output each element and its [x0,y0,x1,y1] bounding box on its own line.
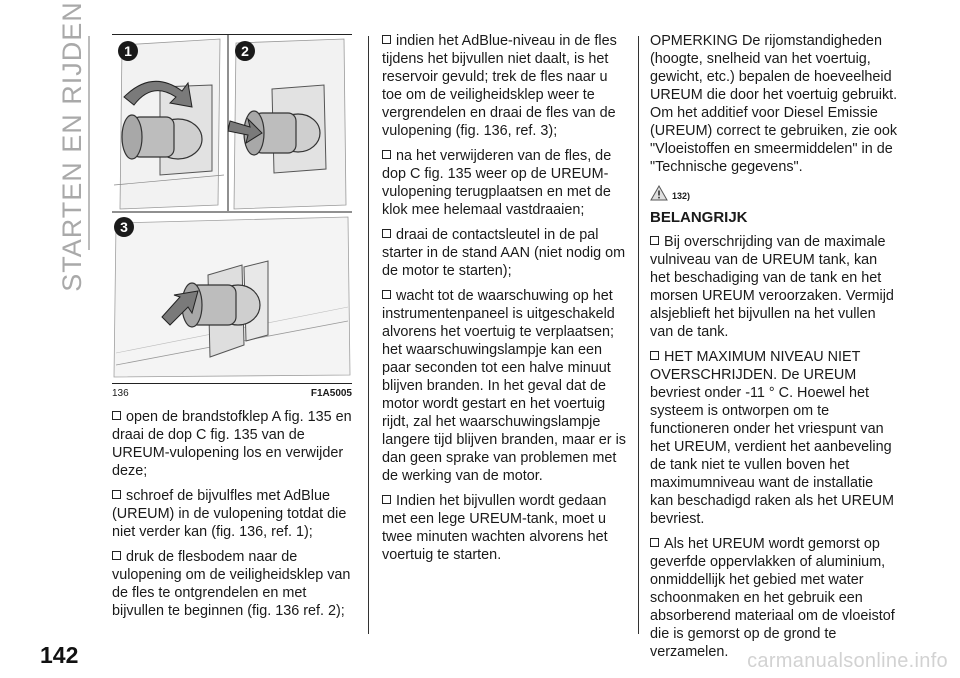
list-item: schroef de bijvulfles met AdBlue (UREUM) in de vulopening totdat die niet verder kan (fig. 136, ref. 1); [112,488,347,540]
figure-code: F1A5005 [310,388,352,399]
figure-number: 136 [112,388,129,399]
bullet-box-icon [112,411,121,420]
figure-caption [112,383,352,399]
list-item: Bij overschrijding van de maximale vulniveau van de UREUM tank, kan het beschadiging van de tank en het morsen UREUM veroorzaken. Vermijd alsjeblieft het bijvullen na het vullen van de tank. [650,234,894,340]
callout-label-3: 3 [120,219,128,235]
bullet-box-icon [650,236,659,245]
section-title-text: STARTEN EN RIJDEN [56,0,87,292]
list-item: open de brandstofklep A fig. 135 en draai de dop C fig. 135 van de UREUM-vulopening los en verwijder deze; [112,409,352,479]
bullet-box-icon [382,495,391,504]
side-title-rule [88,36,90,250]
list-item: indien het AdBlue-niveau in de fles tijdens het bijvullen niet daalt, is het reservoir gevuld; trek de fles naar u toe om de veiligheidsklep weer te vergrendelen en draai de fles van de vulopening (fig. 136, ref. 3); [382,33,617,139]
warning-ref-number: 132) [672,191,691,201]
panel-2 [228,39,346,209]
bullet-box-icon [112,490,121,499]
list-item: Als het UREUM wordt gemorst op geverfde oppervlakken of aluminium, onmiddellijk het gebied met water schoonmaken en het gebruik een absorberend materiaal om de vloeistof die is gemorst op de grond te verzamelen. [650,536,895,660]
list-item: Indien het bijvullen wordt gedaan met een lege UREUM-tank, moet u twee minuten wachten alvorens het voertuig te starten. [382,493,608,563]
bullet-box-icon [650,538,659,547]
callout-label-1: 1 [124,43,132,59]
section-heading: BELANGRIJK [650,209,748,226]
note-paragraph: OPMERKING De rijomstandigheden (hoogte, snelheid van het voertuig, gewicht, etc.) bepalen de hoeveelheid UREUM die door het voertuig gebruikt. Om het additief voor Diesel Emissie (UREUM) correct te gebruiken, zie ook "Vloeistoffen en smeermiddelen" in de "Technische gegevens". [650,33,898,175]
column-divider-1 [368,36,369,634]
bullet-box-icon [650,351,659,360]
list-item: wacht tot de waarschuwing op het instrumentenpaneel is uitgeschakeld alvorens het voertuig te verplaatsen; het waarschuwingslampje kan een paar seconden tot een halve minuut blijven branden. In het geval dat de motor wordt gestart en het voertuig rijdt, zal het waarschuwingslampje langere tijd blijven branden, maar er is dan geen sprake van problemen met de werking van de motor. [382,288,626,484]
list-item: na het verwijderen van de fles, de dop C fig. 135 weer op de UREUM-vulopening terugplaatsen en met de klok mee helemaal vastdraaien; [382,148,612,218]
list-item: HET MAXIMUM NIVEAU NIET OVERSCHRIJDEN. De UREUM bevriest onder -11 ° C. Hoewel het systeem is ontworpen om te functioneren onder het vriespunt van het UREUM, verdient het aanbeveling de tank niet te vullen boven het maximumniveau want de installatie kan beschadigd raken als het UREUM bevriest. [650,349,894,527]
panel-1 [112,35,226,211]
column-3 [650,32,900,668]
column-2 [382,32,630,571]
page-number: 142 [40,642,79,668]
bullet-box-icon [382,150,391,159]
callout-label-2: 2 [241,43,249,59]
warning-reference [650,183,900,201]
bullet-box-icon [382,35,391,44]
list-item: draai de contactsleutel in de pal starter in de stand AAN (niet nodig om de motor te starten); [382,227,626,279]
section-side-title [52,0,92,292]
figure-illustration [112,35,352,379]
column-divider-2 [638,36,639,634]
figure-136 [112,34,352,379]
bullet-box-icon [382,229,391,238]
bullet-box-icon [382,290,391,299]
bullet-box-icon [112,551,121,560]
warning-triangle-icon [650,185,668,201]
watermark: carmanualsonline.info [747,650,948,672]
column-1 [112,408,358,627]
list-item: druk de flesbodem naar de vulopening om de veiligheidsklep van de fles te ontgrendelen en met bijvullen te beginnen (fig. 136 ref. 2); [112,549,351,619]
panel-3 [114,217,350,377]
